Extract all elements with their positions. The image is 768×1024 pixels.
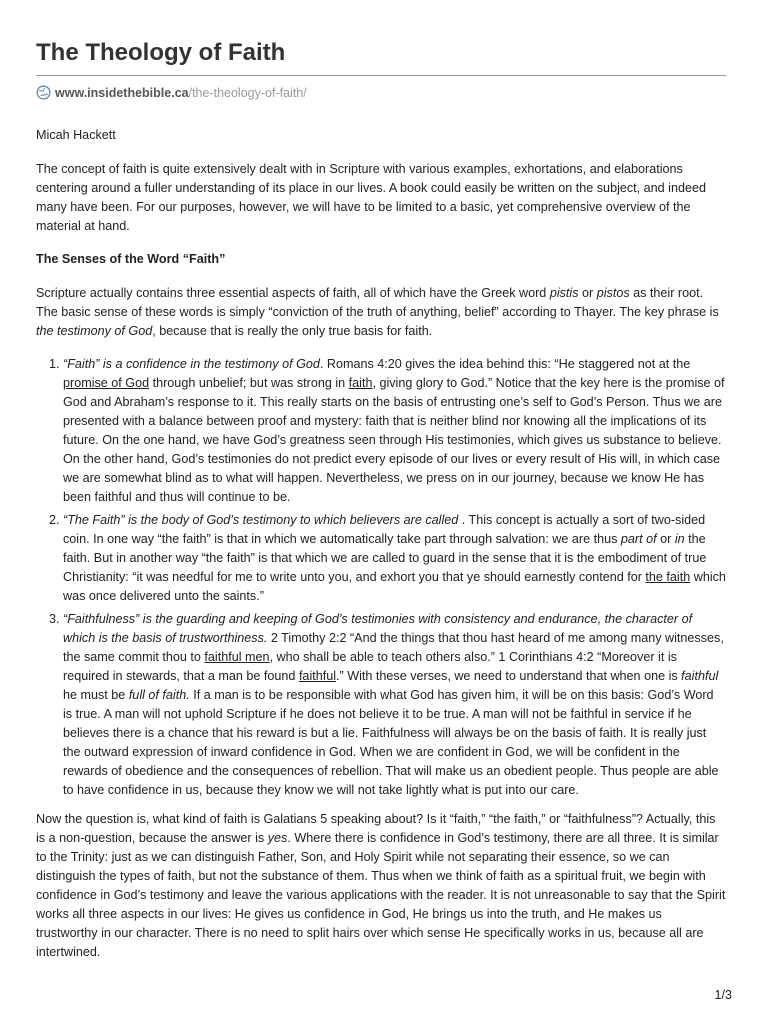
section-heading: The Senses of the Word “Faith” [36,252,226,266]
author-name: Micah Hackett [36,128,116,142]
list-item: 3. “Faithfulness” is the guarding and keeping of God’s testimonies with consistency and endurance, the character of which is the basis of trustworthiness. 2 Timothy 2:2 “And the things that thou hast heard of me among many witnesses, the same commit thou to faithful men, who shall be able to teach others also.” 1 Corinthians 4:2 “Moreover it is required in stewards, that a man be found faithful.” With these verses, we need to understand that when one is faithful he must be full of faith. If a man is to be responsible with what God has given him, it will be on this basis: God’s Word is true. A man will not uphold Scripture if he does not believe it to be true. A man will not be faithful in service if he believes there is a chance that his reward is but a lie. Faithfulness will always be on the basis of faith. It is really just the outward expression of inward confidence in God. When we are confident in God, we will be confident in the rewards of obedience and the consequences of rebellion. That will make us an obedient people. Thus people are able to have confidence in us, because they know we will not take lightly what is put into our care. [63,610,726,800]
title-divider [36,75,726,76]
list-item: 2. “The Faith” is the body of God’s testimony to which believers are called . This concept is actually a sort of two-sided coin. In one way “the faith” is that in which we automatically take part through salvation: we are thus part of or in the faith. But in another way “the faith” is that which we are called to guard in the sense that it is the embodiment of true Christianity: “it was needful for me to write unto you, and exhort you that ye should earnestly contend for the faith which was once delivered unto the saints.” [63,511,726,606]
source-domain: www.insidethebible.ca [55,86,189,100]
globe-icon [36,85,51,105]
faithful-men-link[interactable]: faithful men [204,650,270,664]
list-item: 1. “Faith” is a confidence in the testimony of God. Romans 4:20 gives the idea behind this: “He staggered not at the promise of God through unbelief; but was strong in faith, giving glory to God.” Notice that the key here is the promise of God and Abraham’s response to it. This really starts on the basis of entrusting one’s self to God’s Person. Thus we are presented with a balance between proof and mystery: faith that is neither blind nor knowing all the implications of its future. On the one hand, we have God’s greatness seen through His testimonies, which gives us substance to believe. On the other hand, God’s testimonies do not predict every episode of our lives or every result of His will, in which case we are somewhat blind as to what will happen. Nevertheless, we press on in our journey, because we know He has been faithful and thus will continue to be. [63,355,726,507]
source-path: /the-theology-of-faith/ [188,86,307,100]
closing-paragraph: Now the question is, what kind of faith is Galatians 5 speaking about? Is it “faith,” “the faith,” or “faithfulness”? Actually, this is a non-question, because the answer is yes. Where there is confidence in God’s testimony, there are all three. It is similar to the Trinity: just as we can distinguish Father, Son, and Holy Spirit while not separating their essence, so we can distinguish the types of faith, but not the substance of them. Thus when we think of faith as a spiritual fruit, we begin with confidence in God’s testimony and leave the various applications with the reader. It is not unreasonable to say that the Spirit works all three aspects in our lives: He gives us confidence in God, He brings us into the truth, and He makes us trustworthy in our character. There is no need to split hairs over which sense He specifically works in us, because all are intertwined. [36,812,726,959]
source-url[interactable] [36,84,307,105]
faithful-link[interactable]: faithful [298,669,337,683]
intro-paragraph: The concept of faith is quite extensively dealt with in Scripture with various examples, exhortations, and elaborations centering around a fuller understanding of its place in our lives. A book could easily be written on the subject, and indeed many have been. For our purposes, however, we will have to be limited to a basic, yet comprehensive overview of the material at hand. [36,162,706,233]
promise-of-god-link[interactable]: promise of God [63,376,150,390]
senses-list [36,355,726,800]
page-number: 1/3 [714,988,732,1002]
page-title: The Theology of Faith [36,39,286,66]
faith-link[interactable]: faith [348,376,373,390]
the-faith-link[interactable]: the faith [645,570,691,584]
article-body [36,126,726,976]
senses-paragraph: Scripture actually contains three essential aspects of faith, all of which have the Greek word pistis or pistos as their root. The basic sense of these words is simply “conviction of the truth of anything, belief” according to Thayer. The key phrase is the testimony of God, because that is really the only true basis for faith. [36,286,719,338]
